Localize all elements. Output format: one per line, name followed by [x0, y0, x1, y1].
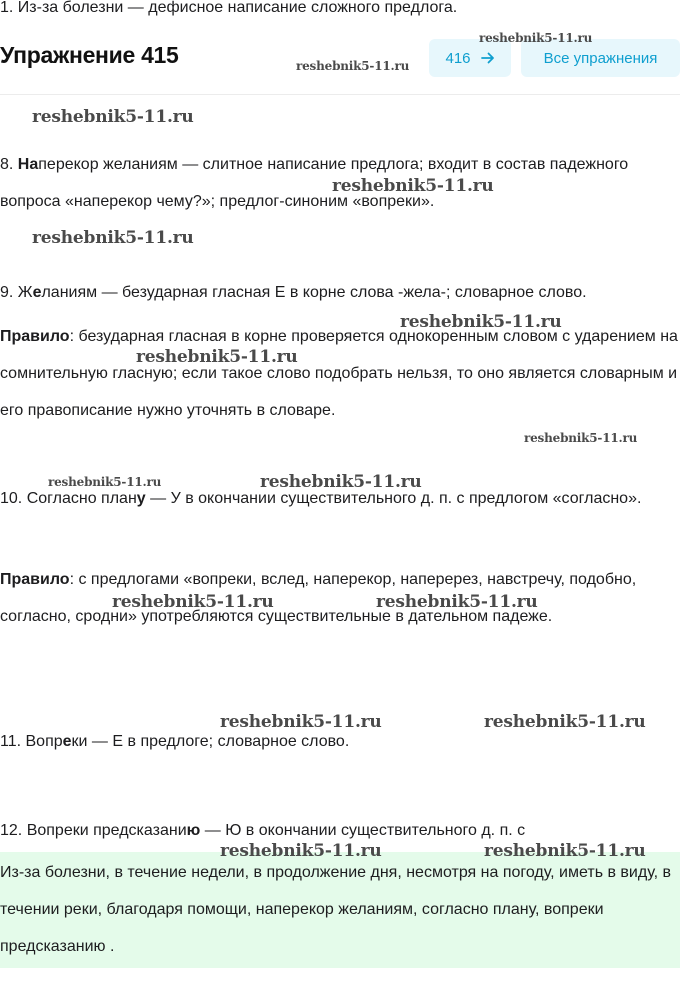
next-exercise-label: 416	[445, 49, 471, 67]
watermark: reshebnik5-11.ru	[112, 592, 274, 612]
watermark: reshebnik5-11.ru	[48, 475, 162, 489]
rule-9-text: : безударная гласная в корне проверяется однокоренным словом с ударением на сомнительную гласную; если такое слово подобрать нельзя, то оно является словарным и его правописание нужно уточнять в словаре.	[0, 328, 678, 419]
watermark: reshebnik5-11.ru	[296, 59, 410, 73]
watermark: reshebnik5-11.ru	[260, 472, 422, 492]
rule-10	[0, 561, 680, 635]
watermark: reshebnik5-11.ru	[32, 228, 194, 248]
item-10-prefix: 10. Согласно план	[0, 490, 137, 507]
item-9	[0, 274, 680, 311]
item-12	[0, 812, 680, 849]
item-11-prefix: 11. Вопр	[0, 733, 63, 750]
page-title: Упражнение 415	[0, 42, 179, 68]
item-8-text: перекор желаниям — слитное написание предлога; входит в состав падежного вопроса «наперекор чему?»; предлог-синоним «вопреки».	[0, 156, 629, 210]
watermark: reshebnik5-11.ru	[524, 431, 638, 445]
watermark: reshebnik5-11.ru	[376, 592, 538, 612]
item-11-highlight: е	[62, 733, 72, 750]
watermark: reshebnik5-11.ru	[220, 841, 382, 861]
item-10	[0, 480, 680, 517]
all-exercises-button[interactable]: Все упражнения	[521, 39, 680, 77]
watermark: reshebnik5-11.ru	[400, 312, 562, 332]
answer-block	[0, 852, 680, 968]
item-10-highlight: у	[136, 490, 146, 507]
watermark: reshebnik5-11.ru	[332, 176, 494, 196]
watermark: reshebnik5-11.ru	[136, 347, 298, 367]
previous-item-text: 1. Из-за болезни — дефисное написание сложного предлога.	[0, 0, 458, 16]
item-12-text: — Ю в окончании существительного д. п. с	[200, 822, 526, 839]
item-12-prefix: 12. Вопреки предсказани	[0, 822, 187, 839]
item-9-highlight: е	[32, 284, 42, 301]
watermark: reshebnik5-11.ru	[220, 712, 382, 732]
item-8-highlight: На	[17, 156, 39, 173]
exercise-header	[0, 30, 680, 95]
item-10-text: — У в окончании существительного д. п. с предлогом «согласно».	[145, 490, 642, 507]
rule-9	[0, 318, 680, 429]
item-9-prefix: 9. Ж	[0, 284, 33, 301]
item-12-highlight: ю	[186, 822, 201, 839]
rule-10-text: : с предлогами «вопреки, вслед, наперекор, наперерез, навстречу, подобно, согласно, сродни» употребляются существительные в дательном падеже.	[0, 571, 637, 625]
item-11-text: ки — Е в предлоге; словарное слово.	[71, 733, 350, 750]
item-11	[0, 723, 680, 760]
rule-9-label: Правило	[0, 328, 70, 345]
watermark: reshebnik5-11.ru	[484, 841, 646, 861]
item-8-prefix: 8.	[0, 156, 18, 173]
rule-10-label: Правило	[0, 571, 70, 588]
item-8	[0, 146, 680, 220]
item-9-text: ланиям — безударная гласная Е в корне слова -жела-; словарное слово.	[41, 284, 587, 301]
watermark: reshebnik5-11.ru	[484, 712, 646, 732]
answer-text: Из-за болезни, в течение недели, в продолжение дня, несмотря на погоду, иметь в виду, в течении реки, благодаря помощи, наперекор желаниям, согласно плану, вопреки предсказанию .	[0, 864, 671, 955]
arrow-right-icon	[481, 52, 495, 64]
watermark: reshebnik5-11.ru	[32, 107, 194, 127]
watermark: reshebnik5-11.ru	[479, 31, 593, 45]
next-exercise-button[interactable]	[429, 39, 511, 77]
